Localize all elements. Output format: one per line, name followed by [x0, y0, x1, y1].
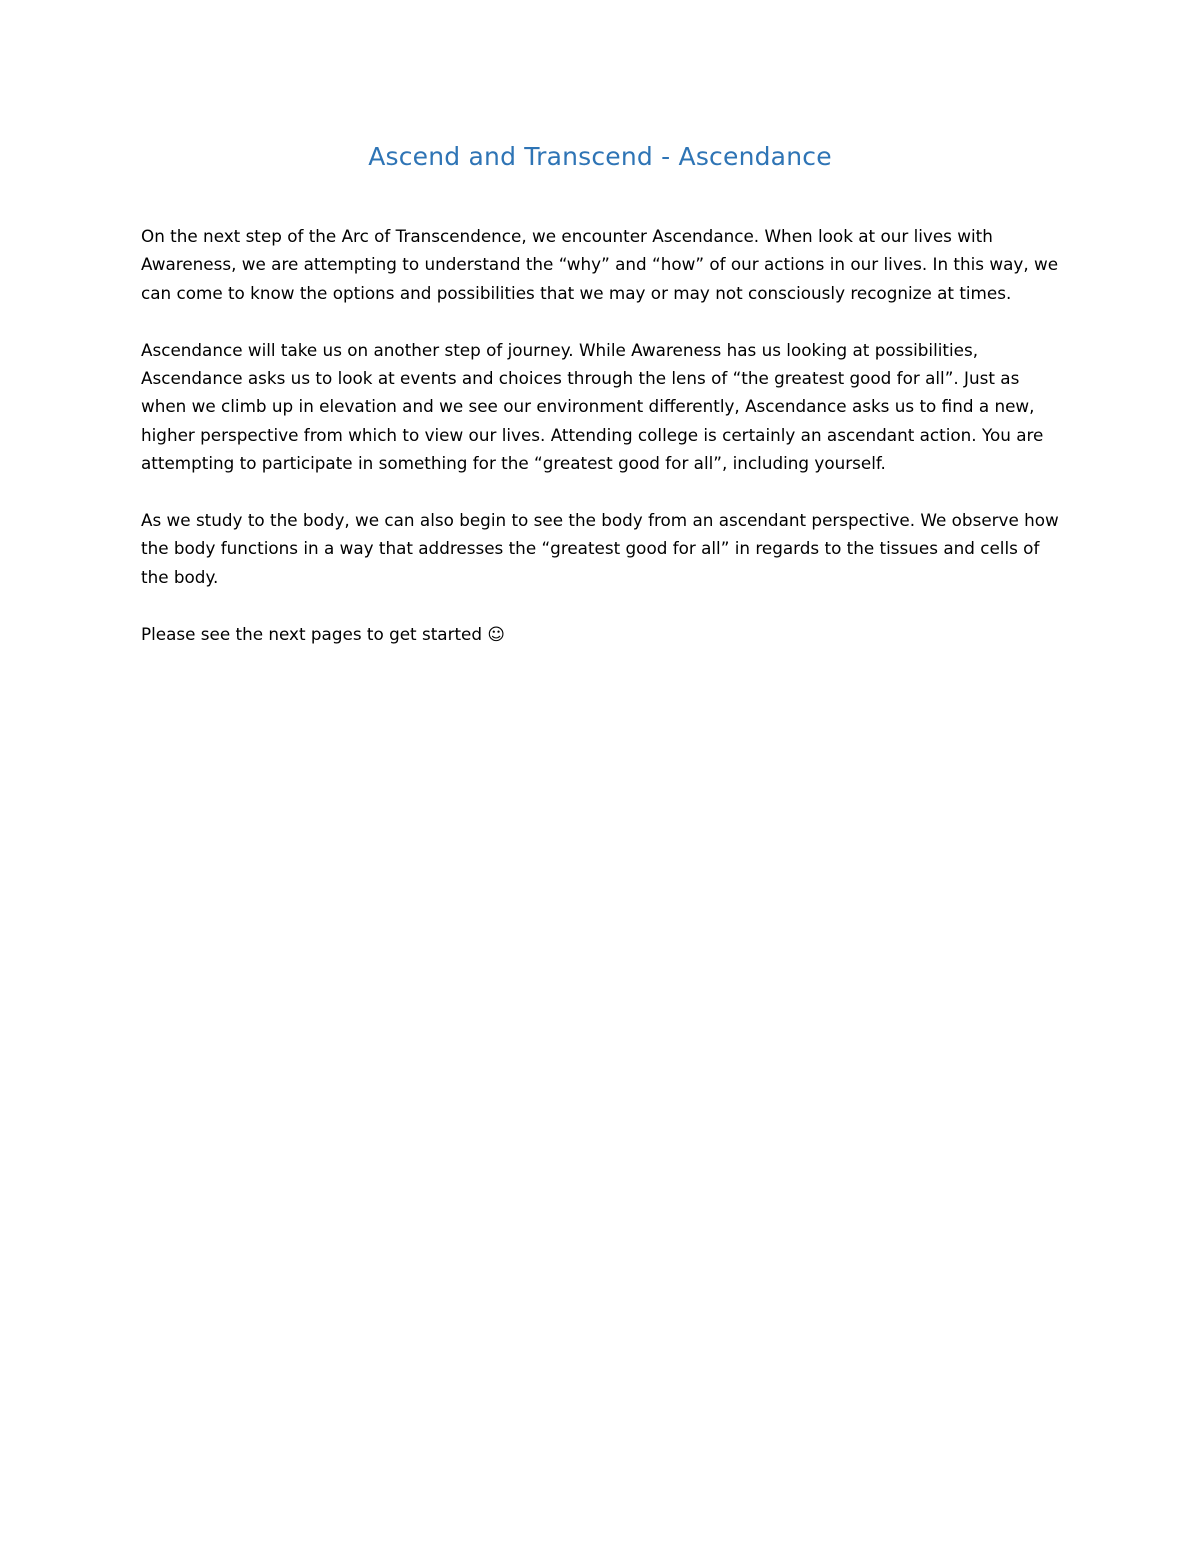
- closing-text: Please see the next pages to get started: [141, 623, 483, 644]
- paragraph-closing: [141, 620, 1061, 648]
- paragraph-body-perspective: As we study to the body, we can also begin to see the body from an ascendant perspective. We observe how the body functions in a way that addresses the “greatest good for all” in regards to the tissues and cells of the body.: [141, 510, 1059, 587]
- document-body: [141, 222, 1061, 676]
- paragraph-ascendance: Ascendance will take us on another step of journey. While Awareness has us looking at possibilities, Ascendance asks us to look at events and choices through the lens of “the greatest good for all”. Just as when we climb up in elevation and we see our environment differently, Ascendance asks us to find a new, higher perspective from which to view our lives. Attending college is certainly an ascendant action. You are attempting to participate in something for the “greatest good for all”, including yourself.: [141, 339, 1044, 474]
- page-title: Ascend and Transcend - Ascendance: [368, 142, 832, 171]
- paragraph-intro: On the next step of the Arc of Transcendence, we encounter Ascendance. When look at our lives with Awareness, we are attempting to understand the “why” and “how” of our actions in our lives. In this way, we can come to know the options and possibilities that we may or may not consciously recognize at times.: [141, 226, 1059, 303]
- smiley-face-icon: ☺: [487, 623, 505, 644]
